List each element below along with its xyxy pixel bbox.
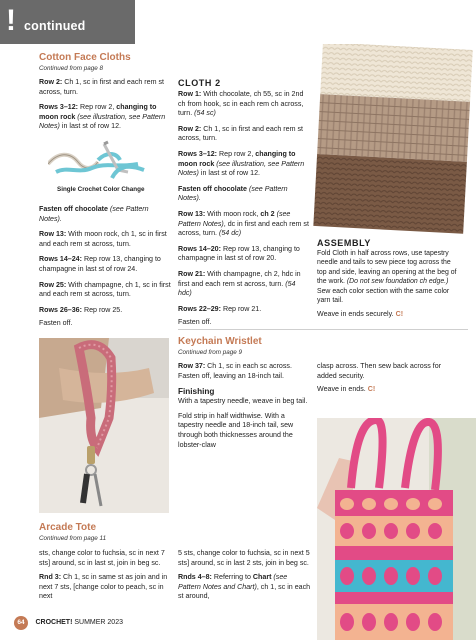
cloth2-fasten-off-final: Fasten off. bbox=[178, 318, 212, 327]
cloth2-rows3-12: Rows 3–12: Rep row 2, changing to moon rock (see illustration, see Pattern Notes) in last st of row 12. bbox=[178, 149, 305, 178]
page-footer bbox=[14, 611, 123, 630]
end-mark-icon: C! bbox=[395, 310, 404, 319]
illustration-caption: Single Crochet Color Change bbox=[57, 186, 145, 193]
cotton-fasten-off-final: Fasten off. bbox=[39, 319, 73, 328]
cloth2-row13: Row 13: With moon rock, ch 2 (see Pattern Notes), dc in first and each rem st across, turn. (54 dc) bbox=[178, 209, 309, 238]
finishing-weave-ends: Weave in ends. C! bbox=[317, 385, 376, 394]
arcade-title: Arcade Tote bbox=[39, 522, 97, 533]
page-number: 64 bbox=[14, 616, 28, 630]
cotton-continued: Continued from page 8 bbox=[39, 65, 104, 72]
face-cloth-image bbox=[312, 44, 476, 234]
wristlet-image bbox=[39, 338, 169, 513]
cloth2-row2: Row 2: Ch 1, sc in first and each rem st across, turn. bbox=[178, 124, 303, 143]
assembly-instructions: Fold Cloth in half across rows, use tapestry needle and tails to sew piece tog across the top and side, leaving an opening at the beg of the work. (Do not sew foundation ch edge.) Sew each color section with the same color yarn tail. bbox=[317, 250, 457, 305]
cloth2-column bbox=[178, 78, 311, 328]
assembly-weave: Weave in ends securely. C! bbox=[317, 310, 404, 319]
assembly-section bbox=[317, 238, 457, 320]
exclamation-mark: ! bbox=[6, 4, 16, 37]
cloth2-row21: Row 21: With champagne, ch 2, hdc in first and each rem st across, turn. (54 hdc) bbox=[178, 269, 301, 298]
cloth2-heading: CLOTH 2 bbox=[178, 78, 221, 88]
keychain-title: Keychain Wristlet bbox=[178, 336, 262, 347]
arcade-continued: Continued from page 11 bbox=[39, 535, 107, 542]
keychain-header bbox=[178, 336, 468, 356]
publication-name: CROCHET! bbox=[35, 619, 73, 626]
finishing-clasp: clasp across. Then sew back across for added security. bbox=[317, 362, 442, 380]
divider-rule bbox=[178, 329, 468, 330]
cloth2-rows14-20: Rows 14–20: Rep row 13, changing to champagne in last st of row 20. bbox=[178, 244, 300, 263]
section-tab-label: continued bbox=[24, 19, 86, 33]
cloth2-row1: Row 1: With chocolate, ch 55, sc in 2nd ch from hook, sc in each rem ch across, turn. (54 sc) bbox=[178, 90, 304, 118]
keychain-column bbox=[178, 362, 311, 450]
keychain-column-right bbox=[317, 362, 459, 395]
cotton-row2: Row 2: Ch 1, sc in first and each rem st across, turn. bbox=[39, 78, 164, 96]
wristlet-photo bbox=[39, 338, 169, 513]
arcade-rnd3-end: 5 sts, change color to fuchsia, sc in next 5 sts] around, sc in last 2 sts, join in beg sc. bbox=[178, 549, 310, 567]
cotton-column-lower bbox=[39, 205, 171, 329]
color-change-illustration bbox=[48, 138, 158, 182]
finishing-heading: Finishing bbox=[178, 387, 215, 397]
cotton-rows14-24: Rows 14–24: Rep row 13, changing to champagne in last st of row 24. bbox=[39, 255, 161, 273]
cloth2-fasten-off: Fasten off chocolate (see Pattern Notes). bbox=[178, 184, 288, 203]
finishing-weave: With a tapestry needle, weave in beg tail. bbox=[178, 397, 308, 406]
arcade-column-right bbox=[178, 549, 311, 602]
arcade-rnd3: Rnd 3: Ch 1, sc in same st as join and in next 7 sts, [change color to peach, sc in next bbox=[39, 573, 168, 601]
issue-date: SUMMER 2023 bbox=[72, 619, 123, 626]
cotton-fasten-off: Fasten off chocolate (see Pattern Notes). bbox=[39, 205, 149, 223]
keychain-row37: Row 37: Ch 1, sc in each sc across. Fasten off, leaving an 18-inch tail. bbox=[178, 362, 292, 380]
cotton-rows3-12: Rows 3–12: Rep row 2, changing to moon rock (see illustration, see Pattern Notes) in last st of row 12. bbox=[39, 103, 166, 131]
arcade-column-left bbox=[39, 549, 171, 602]
cotton-column bbox=[39, 52, 169, 132]
assembly-heading: ASSEMBLY bbox=[317, 238, 371, 248]
tote-image bbox=[317, 418, 476, 640]
arcade-rnds4-8: Rnds 4–8: Referring to Chart (see Pattern Notes and Chart), ch 1, sc in each st around, bbox=[178, 573, 311, 601]
cotton-row13: Row 13: With moon rock, ch 1, sc in first and each rem st across, turn. bbox=[39, 230, 167, 248]
cloth2-rows22-29: Rows 22–29: Rep row 21. bbox=[178, 304, 262, 313]
section-tab bbox=[0, 0, 135, 44]
cotton-rows26-36: Rows 26–36: Rep row 25. bbox=[39, 305, 123, 314]
cotton-title: Cotton Face Cloths bbox=[39, 52, 131, 63]
arcade-rnd2-end: sts, change color to fuchsia, sc in next 7 sts] around, sc in last st, join in beg sc. bbox=[39, 549, 165, 567]
keychain-continued: Continued from page 9 bbox=[178, 349, 243, 356]
face-cloth-photo bbox=[312, 44, 476, 234]
tote-photo bbox=[317, 418, 476, 640]
arcade-header bbox=[39, 522, 309, 542]
cotton-row25: Row 25: With champagne, ch 1, sc in first and each rem st across, turn. bbox=[39, 280, 171, 299]
end-mark-icon: C! bbox=[367, 385, 376, 394]
finishing-fold: Fold strip in half widthwise. With a tapestry needle and 18-inch tail, sew through both thicknesses around the lobster-claw bbox=[178, 411, 294, 449]
